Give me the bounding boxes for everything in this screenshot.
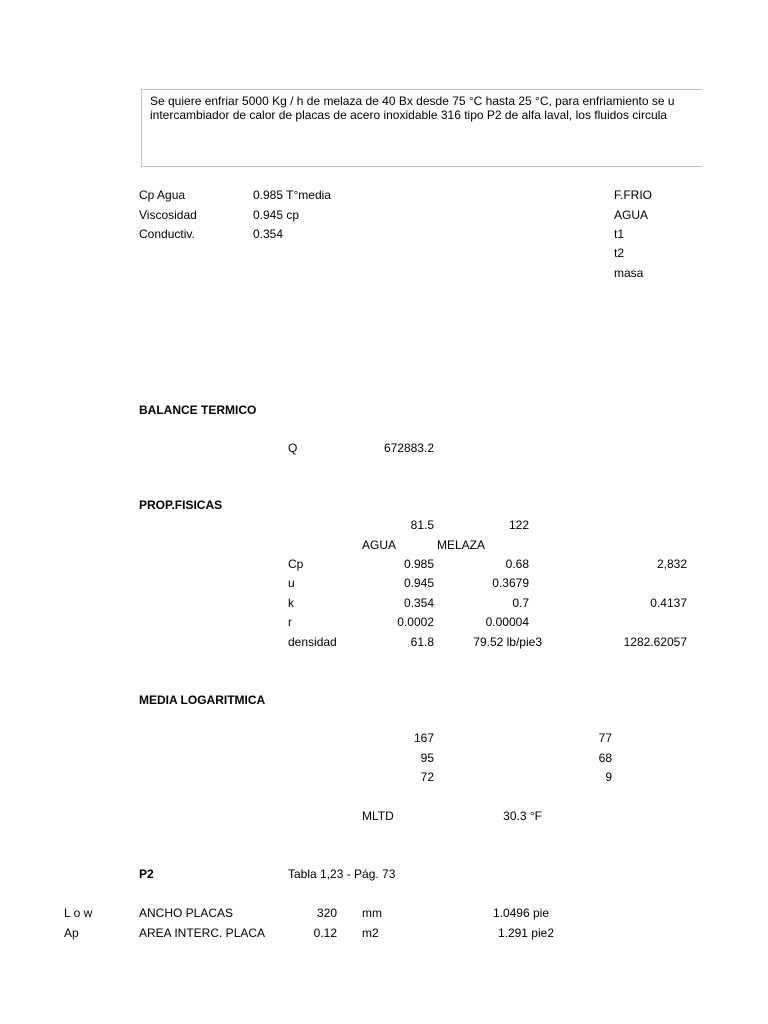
p2-row-value: 0.12: [313, 926, 337, 940]
prop-row-extra: 1282.62057: [623, 635, 687, 649]
cold-fluid-t2: t2: [614, 246, 625, 260]
col-header-melaza: MELAZA: [437, 538, 486, 552]
media-log-col2-value: 9: [605, 770, 612, 784]
prop-row-label: u: [288, 576, 295, 590]
p2-row-symbol: Ap: [64, 926, 79, 940]
p2-row-conversion: 1.0496 pie: [492, 906, 549, 920]
p2-row-name: ANCHO PLACAS: [139, 906, 234, 920]
prop-row-label: k: [288, 596, 294, 610]
p2-row-name: AREA INTERC. PLACA: [139, 926, 266, 940]
p2-table-ref: Tabla 1,23 - Pág. 73: [288, 867, 396, 881]
media-log-col2-value: 68: [598, 751, 612, 765]
prop-row-agua: 0.945: [403, 576, 434, 590]
prop-row-label: Cp: [288, 557, 304, 571]
prop-row-agua: 0.985: [403, 557, 434, 571]
problem-line-2: intercambiador de calor de placas de acero inoxidable 316 tipo P2 de alfa laval, los fluidos circula: [150, 108, 667, 122]
q-label: Q: [288, 441, 298, 455]
prop-row-melaza: 0.68: [505, 557, 529, 571]
temp-melaza: 122: [508, 518, 529, 532]
mltd-label: MLTD: [362, 809, 394, 823]
prop-row-label: r: [288, 615, 292, 629]
prop-row-melaza: 79.52 lb/pie3: [473, 635, 542, 649]
prop-label-cp-agua: Cp Agua: [139, 188, 186, 202]
p2-row-conversion: 1.291 pie2: [497, 926, 554, 940]
p2-row-value: 320: [316, 906, 337, 920]
media-log-col1-value: 95: [420, 751, 434, 765]
media-log-col1-value: 167: [413, 731, 434, 745]
prop-row-extra: 0.4137: [650, 596, 687, 610]
problem-statement-box: [141, 89, 702, 167]
p2-row-unit: mm: [362, 906, 382, 920]
p2-row-symbol: L o w: [64, 906, 93, 920]
p2-row-unit: m2: [362, 926, 379, 940]
cold-fluid-header: F.FRIO: [614, 188, 652, 202]
prop-value-viscosidad: 0.945 cp: [253, 208, 300, 222]
prop-label-conductividad: Conductiv.: [139, 227, 195, 241]
prop-label-viscosidad: Viscosidad: [139, 208, 197, 222]
p2-label: P2: [139, 867, 154, 881]
cold-fluid-name: AGUA: [614, 208, 649, 222]
prop-row-melaza: 0.7: [512, 596, 529, 610]
q-value: 672883.2: [383, 441, 434, 455]
prop-row-agua: 0.0002: [397, 615, 434, 629]
col-header-agua: AGUA: [362, 538, 397, 552]
cold-fluid-t1: t1: [614, 227, 625, 241]
balance-heading: BALANCE TERMICO: [139, 403, 257, 417]
cold-fluid-masa: masa: [614, 266, 644, 280]
media-log-col2-value: 77: [598, 731, 612, 745]
prop-fisicas-heading: PROP.FISICAS: [139, 498, 223, 512]
prop-value-conductividad: 0.354: [253, 227, 284, 241]
prop-row-melaza: 0.3679: [492, 576, 529, 590]
media-log-col1-value: 72: [420, 770, 434, 784]
media-log-heading: MEDIA LOGARITMICA: [139, 693, 266, 707]
prop-row-melaza: 0.00004: [485, 615, 529, 629]
problem-line-1: Se quiere enfriar 5000 Kg / h de melaza de 40 Bx desde 75 °C hasta 25 °C, para enfriamiento se u: [150, 94, 675, 108]
prop-row-extra: 2,832: [656, 557, 687, 571]
temp-agua: 81.5: [410, 518, 434, 532]
prop-value-cp-agua: 0.985 T°media: [253, 188, 331, 202]
prop-row-agua: 0.354: [403, 596, 434, 610]
prop-row-label: densidad: [288, 635, 337, 649]
mltd-value: 30.3 °F: [503, 809, 542, 823]
prop-row-agua: 61.8: [410, 635, 434, 649]
